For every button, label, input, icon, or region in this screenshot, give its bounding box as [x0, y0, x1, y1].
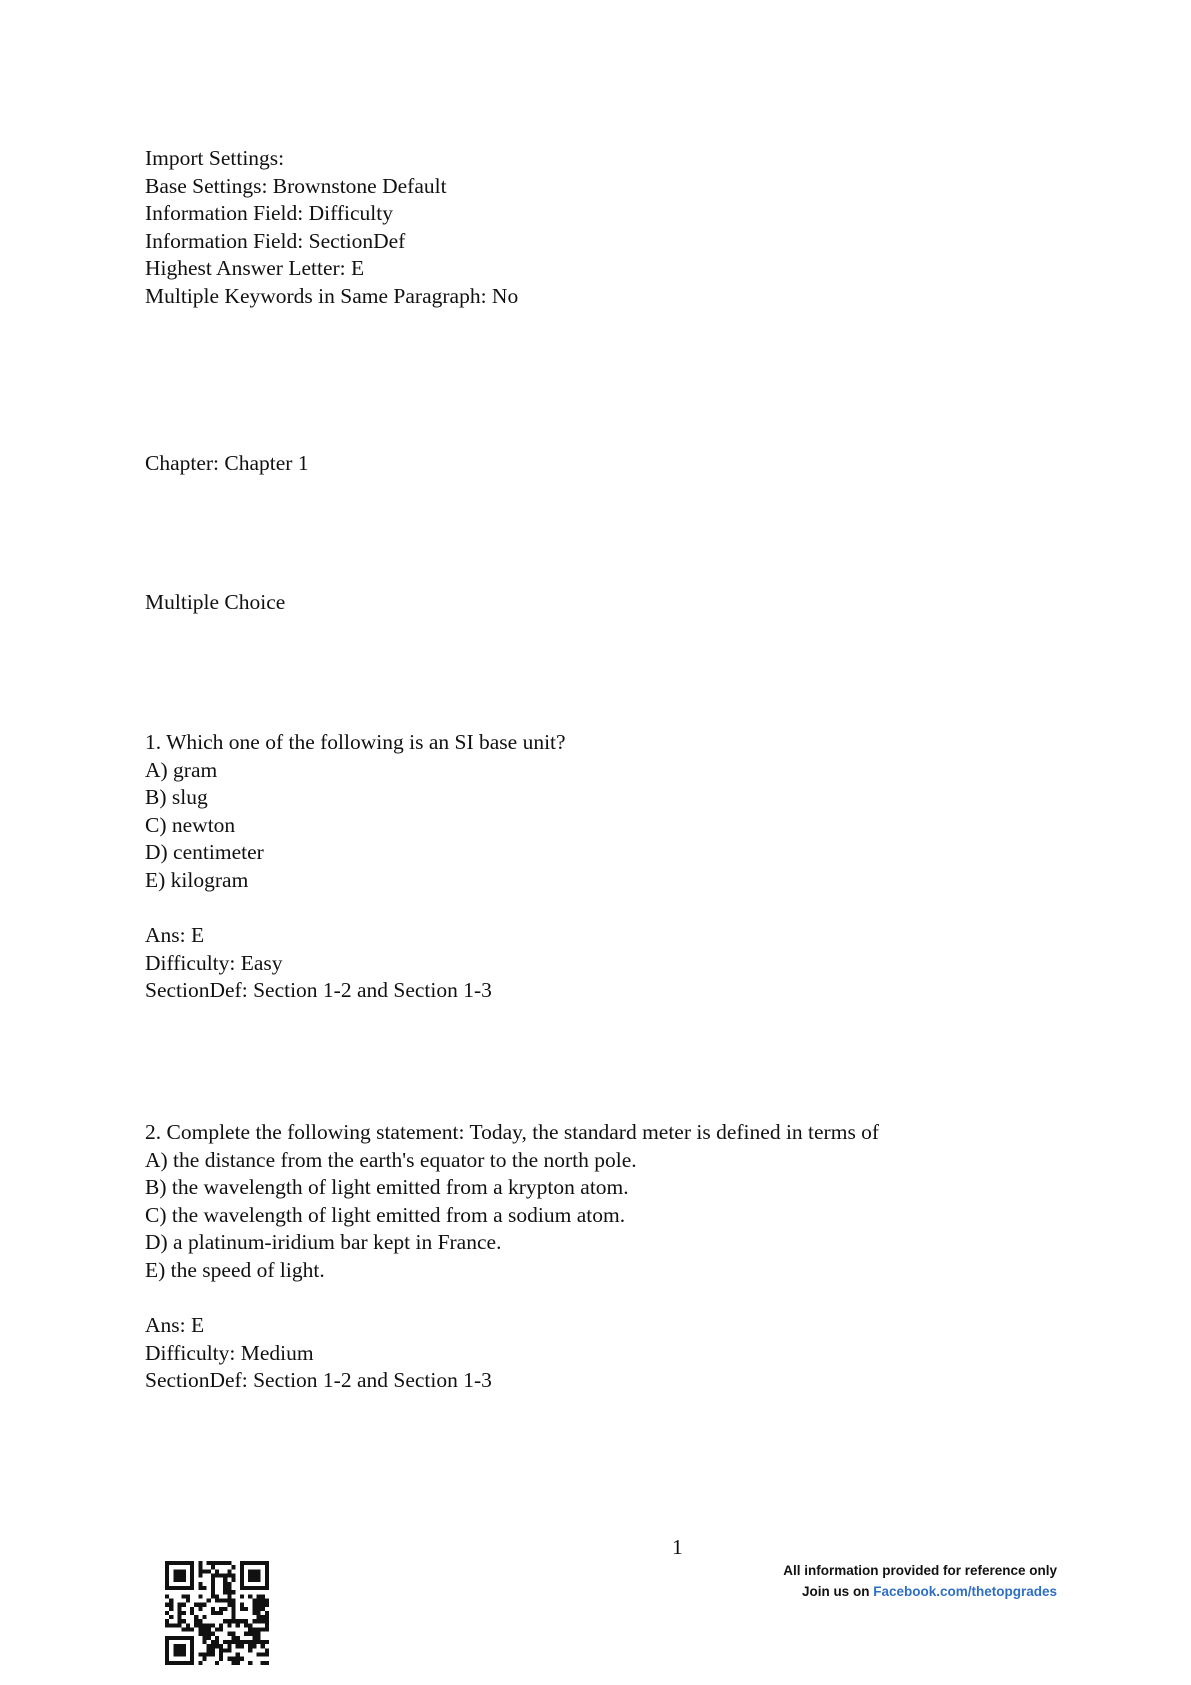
answer-choice: C) newton [145, 812, 236, 837]
settings-line: Highest Answer Letter: E [145, 256, 365, 281]
section-type-label: Multiple Choice [145, 590, 286, 614]
settings-line: Multiple Keywords in Same Paragraph: No [145, 283, 519, 308]
chapter-title: Chapter: Chapter 1 [145, 451, 309, 475]
question-stem: 1. Which one of the following is an SI base unit? [145, 730, 566, 754]
answer-choice: B) the wavelength of light emitted from a krypton atom. [145, 1175, 629, 1200]
answer-key: Ans: E [145, 923, 205, 948]
question-block [145, 729, 566, 1005]
footer-join-line [783, 1581, 1057, 1602]
answer-choice: E) kilogram [145, 867, 249, 892]
question-stem: 2. Complete the following statement: Today, the standard meter is defined in terms of [145, 1120, 880, 1144]
section-def-label: SectionDef: Section 1-2 and Section 1-3 [145, 1368, 492, 1393]
settings-line: Import Settings: [145, 146, 285, 170]
settings-line: Base Settings: Brownstone Default [145, 173, 447, 198]
answer-choice: D) a platinum-iridium bar kept in France. [145, 1230, 502, 1255]
answer-choice: C) the wavelength of light emitted from a sodium atom. [145, 1202, 626, 1227]
answer-choice: E) the speed of light. [145, 1257, 325, 1282]
answer-choice: A) gram [145, 757, 218, 782]
answer-key: Ans: E [145, 1313, 205, 1338]
settings-line: Information Field: Difficulty [145, 201, 394, 226]
difficulty-label: Difficulty: Medium [145, 1340, 314, 1365]
spacer [145, 1285, 879, 1313]
section-type-heading [145, 589, 285, 617]
answer-choice: B) slug [145, 785, 208, 810]
spacer [145, 895, 566, 923]
answer-choice: D) centimeter [145, 840, 264, 865]
footer-join-prefix: Join us on [801, 1584, 874, 1599]
facebook-link[interactable]: Facebook.com/thetopgrades [873, 1584, 1057, 1599]
settings-line: Information Field: SectionDef [145, 228, 406, 253]
question-block [145, 1119, 879, 1395]
answer-choice: A) the distance from the earth's equator to the north pole. [145, 1147, 637, 1172]
footer-disclaimer: All information provided for reference only [783, 1563, 1057, 1578]
chapter-heading [145, 450, 309, 478]
footer-notice [783, 1560, 1057, 1602]
import-settings-block [145, 145, 518, 311]
page-number: 1 [672, 1535, 683, 1559]
qr-code-icon[interactable] [165, 1561, 269, 1665]
section-def-label: SectionDef: Section 1-2 and Section 1-3 [145, 978, 492, 1003]
difficulty-label: Difficulty: Easy [145, 950, 283, 975]
